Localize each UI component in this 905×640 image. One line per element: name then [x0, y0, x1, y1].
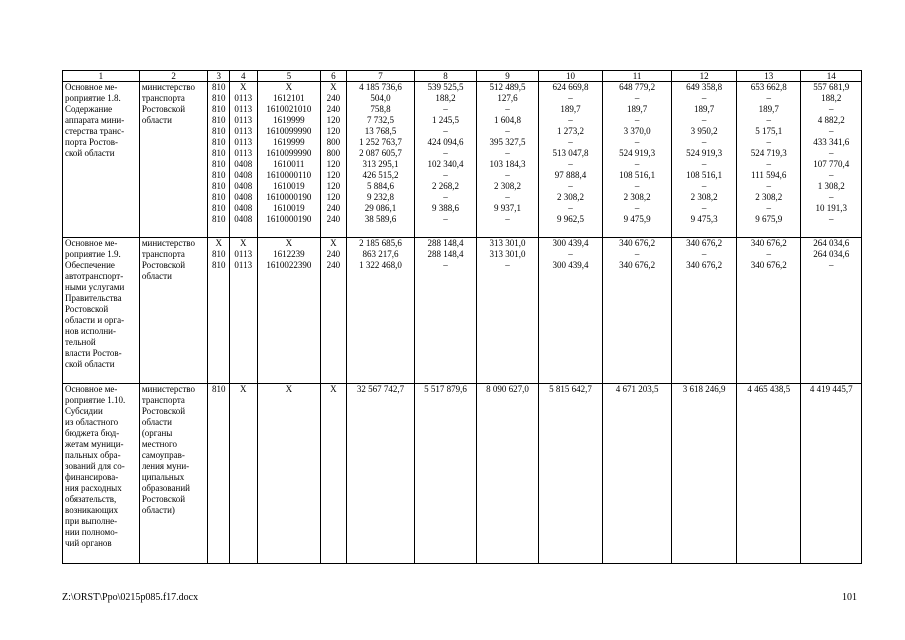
data-cell: –	[568, 115, 573, 125]
data-column	[257, 82, 321, 238]
data-cell: 0113	[234, 249, 253, 259]
data-cell: 863 217,6	[362, 249, 399, 259]
data-cell: 1610000190	[266, 192, 312, 202]
data-cell: 810	[211, 192, 226, 202]
data-cell: 810	[211, 93, 226, 103]
executor-cell: министерство транспорта Ростовской области	[139, 82, 208, 238]
activity-description: Основное ме- роприятие 1.9. Обеспечение автотранспорт- ными услугами Правительства Ростовской области и орга- нов исполни- тельной власти Ростов- ской области	[63, 238, 140, 384]
data-cell: 240	[326, 214, 341, 224]
header-cell: 5	[257, 71, 321, 82]
data-cell: 1610000110	[266, 170, 312, 180]
data-cell: 624 669,8	[552, 82, 589, 92]
data-cell: –	[766, 137, 771, 147]
data-cell: 264 034,6	[813, 249, 850, 259]
data-column	[539, 238, 603, 384]
data-cell: 1 273,2	[557, 126, 584, 136]
data-column	[346, 238, 415, 384]
data-cell: 1612239	[273, 249, 305, 259]
data-cell: X	[330, 384, 337, 394]
header-cell: 2	[139, 71, 208, 82]
data-cell: –	[766, 249, 771, 259]
data-cell: 4 185 736,6	[359, 82, 402, 92]
data-column	[415, 384, 476, 564]
data-column	[602, 238, 672, 384]
data-cell: 810	[211, 82, 226, 92]
data-column	[672, 82, 737, 238]
data-cell: –	[828, 104, 834, 114]
data-cell: 340 676,2	[750, 260, 787, 270]
data-cell: –	[766, 159, 771, 169]
data-cell: 9 232,8	[367, 192, 394, 202]
header-row	[63, 71, 862, 82]
data-cell: –	[505, 192, 510, 202]
data-cell: 9 962,5	[557, 214, 584, 224]
data-cell: 810	[211, 126, 226, 136]
header-cell: 4	[229, 71, 257, 82]
data-cell: –	[701, 115, 707, 125]
data-cell: –	[443, 126, 448, 136]
data-cell: 5 884,6	[367, 181, 394, 191]
data-column	[736, 238, 801, 384]
data-cell: 810	[211, 148, 226, 158]
data-column	[476, 238, 538, 384]
data-cell: 1610021010	[266, 104, 312, 114]
header-cell: 3	[208, 71, 230, 82]
data-column	[539, 82, 603, 238]
data-cell: 127,6	[497, 93, 518, 103]
data-cell: 4 419 445,7	[809, 384, 853, 394]
data-cell: 32 567 742,7	[356, 384, 405, 394]
data-cell: –	[634, 203, 640, 213]
data-cell: 7 732,5	[367, 115, 394, 125]
data-cell: –	[634, 181, 640, 191]
data-cell: –	[701, 249, 707, 259]
data-cell: 524 919,3	[619, 148, 656, 158]
data-cell: 0408	[234, 203, 253, 213]
data-cell: –	[568, 203, 573, 213]
data-cell: 810	[211, 115, 226, 125]
executor-cell: министерство транспорта Ростовской области	[139, 238, 208, 384]
data-cell: 264 034,6	[813, 238, 850, 248]
data-cell: 524 919,3	[686, 148, 723, 158]
data-cell: 800	[326, 148, 341, 158]
data-cell: 810	[211, 214, 226, 224]
data-cell: 810	[211, 260, 226, 270]
data-cell: 0408	[234, 192, 253, 202]
data-cell: 300 439,4	[552, 260, 589, 270]
data-column	[321, 384, 347, 564]
header-cell: 7	[346, 71, 415, 82]
data-cell: 313 295,1	[362, 159, 399, 169]
data-cell: 38 589,6	[364, 214, 397, 224]
data-cell: 240	[326, 203, 341, 213]
data-cell: 3 618 246,9	[682, 384, 726, 394]
data-cell: –	[701, 159, 707, 169]
data-column	[346, 82, 415, 238]
data-cell: –	[701, 137, 707, 147]
activity-description: Основное ме- роприятие 1.10. Субсидии из областного бюджета бюд- жетам муници- пальных обра- зований для со- финансирова- ния расходных обязательств, возникающих при выполне- нии полномо- чий органов	[63, 384, 140, 564]
data-cell: 810	[211, 170, 226, 180]
data-cell: 1610022390	[266, 260, 312, 270]
data-column	[672, 384, 737, 564]
data-column	[229, 82, 257, 238]
data-cell: X	[240, 384, 247, 394]
data-cell: –	[828, 148, 834, 158]
data-cell: 189,7	[694, 104, 715, 114]
data-cell: 2 087 605,7	[359, 148, 402, 158]
data-cell: 188,2	[821, 93, 842, 103]
data-cell: 648 779,2	[619, 82, 656, 92]
data-cell: 340 676,2	[686, 260, 723, 270]
header-cell: 10	[539, 71, 603, 82]
data-cell: 2 268,2	[432, 181, 460, 191]
data-cell: 758,8	[370, 104, 391, 114]
data-column	[229, 384, 257, 564]
data-cell: –	[443, 170, 448, 180]
data-cell: 10 191,3	[815, 203, 847, 213]
footer-page-number: 101	[842, 592, 857, 603]
data-cell: 107 770,4	[813, 159, 850, 169]
data-cell: 120	[326, 170, 341, 180]
data-cell: 8 090 627,0	[486, 384, 529, 394]
data-column	[476, 384, 538, 564]
data-cell: 1 252 763,7	[359, 137, 402, 147]
data-cell: 0113	[234, 137, 253, 147]
data-column	[321, 82, 347, 238]
data-cell: –	[766, 115, 771, 125]
footer-file-path: Z:\ORST\Ppo\0215p085.f17.docx	[62, 592, 199, 603]
data-column	[476, 82, 538, 238]
data-column	[539, 384, 603, 564]
data-cell: 240	[326, 249, 341, 259]
data-cell: 9 388,6	[432, 203, 460, 213]
data-cell: 810	[211, 249, 226, 259]
data-cell: –	[828, 192, 834, 202]
data-cell: –	[701, 203, 707, 213]
data-cell: 1 322 468,0	[359, 260, 402, 270]
data-cell: –	[828, 260, 834, 270]
data-cell: 2 308,2	[557, 192, 584, 202]
data-cell: 9 475,9	[623, 214, 651, 224]
data-cell: –	[634, 93, 640, 103]
data-column	[415, 82, 476, 238]
header-cell: 12	[672, 71, 737, 82]
data-cell: –	[828, 214, 834, 224]
data-cell: 649 358,8	[686, 82, 723, 92]
data-cell: X	[240, 238, 247, 248]
data-cell: 0113	[234, 148, 253, 158]
data-cell: 524 719,3	[750, 148, 787, 158]
header-cell: 1	[63, 71, 140, 82]
data-column	[321, 238, 347, 384]
data-cell: 0113	[234, 93, 253, 103]
data-cell: 2 308,2	[623, 192, 651, 202]
data-cell: –	[505, 126, 510, 136]
data-cell: 0113	[234, 260, 253, 270]
data-column	[736, 384, 801, 564]
data-cell: 1610011	[273, 159, 305, 169]
data-cell: X	[330, 82, 337, 92]
data-cell: –	[505, 148, 510, 158]
data-cell: –	[443, 260, 448, 270]
data-cell: 0408	[234, 214, 253, 224]
data-column	[415, 238, 476, 384]
data-cell: 108 516,1	[686, 170, 723, 180]
data-column	[801, 238, 862, 384]
data-cell: 433 341,6	[813, 137, 850, 147]
data-cell: 1610099990	[266, 148, 312, 158]
data-cell: 288 148,4	[427, 249, 464, 259]
data-cell: 240	[326, 93, 341, 103]
data-cell: 111 594,6	[751, 170, 787, 180]
data-cell: –	[505, 260, 510, 270]
data-cell: 120	[326, 192, 341, 202]
data-cell: 240	[326, 260, 341, 270]
data-cell: –	[828, 126, 834, 136]
data-cell: 1612101	[273, 93, 305, 103]
data-cell: 9 675,9	[755, 214, 783, 224]
data-cell: 557 681,9	[813, 82, 850, 92]
data-cell: X	[285, 238, 293, 248]
data-cell: 189,7	[560, 104, 581, 114]
data-cell: 188,2	[435, 93, 456, 103]
data-cell: –	[766, 181, 771, 191]
data-cell: 3 370,0	[623, 126, 651, 136]
data-column	[346, 384, 415, 564]
data-cell: 810	[211, 137, 226, 147]
data-cell: 120	[326, 181, 341, 191]
data-cell: 1619999	[273, 115, 305, 125]
data-cell: 340 676,2	[686, 238, 723, 248]
data-cell: 5 175,1	[755, 126, 783, 136]
data-cell: –	[634, 249, 640, 259]
activity-description: Основное ме- роприятие 1.8. Содержание аппарата мини- стерства транс- порта Ростов- ской области	[63, 82, 140, 238]
data-cell: –	[634, 137, 640, 147]
data-cell: –	[634, 159, 640, 169]
data-cell: 810	[211, 104, 226, 114]
data-cell: 424 094,6	[427, 137, 464, 147]
data-cell: 0113	[234, 115, 253, 125]
data-cell: 2 185 685,6	[359, 238, 402, 248]
data-cell: 0408	[234, 170, 253, 180]
data-cell: 513 047,8	[552, 148, 589, 158]
data-cell: X	[285, 384, 293, 394]
data-cell: –	[828, 170, 834, 180]
data-cell: –	[443, 104, 448, 114]
data-cell: 395 327,5	[489, 137, 526, 147]
data-cell: –	[505, 170, 510, 180]
data-cell: 1610099990	[266, 126, 312, 136]
data-column	[602, 384, 672, 564]
data-cell: 120	[326, 115, 341, 125]
data-cell: 1610019	[273, 181, 305, 191]
data-cell: 313 301,0	[489, 249, 526, 259]
data-column	[208, 238, 230, 384]
data-cell: X	[215, 238, 222, 248]
data-cell: X	[285, 82, 293, 92]
header-cell: 14	[801, 71, 862, 82]
data-cell: 4 882,2	[817, 115, 845, 125]
data-cell: 340 676,2	[750, 238, 787, 248]
data-cell: 120	[326, 159, 341, 169]
data-cell: 810	[211, 384, 226, 394]
data-cell: 1 245,5	[432, 115, 460, 125]
data-cell: 539 525,5	[427, 82, 464, 92]
data-cell: 97 888,4	[554, 170, 587, 180]
data-cell: –	[701, 181, 707, 191]
data-column	[229, 238, 257, 384]
data-cell: 4 465 438,5	[747, 384, 791, 394]
data-cell: 1610000190	[266, 214, 312, 224]
data-cell: 653 662,8	[750, 82, 787, 92]
data-cell: 0113	[234, 126, 253, 136]
data-cell: 108 516,1	[619, 170, 656, 180]
data-cell: 0408	[234, 159, 253, 169]
data-cell: 426 515,2	[362, 170, 399, 180]
header-cell: 9	[476, 71, 538, 82]
data-cell: –	[701, 93, 707, 103]
data-cell: 504,0	[370, 93, 391, 103]
data-column	[736, 82, 801, 238]
data-cell: 288 148,4	[427, 238, 464, 248]
header-cell: 11	[602, 71, 672, 82]
data-cell: 29 086,1	[364, 203, 397, 213]
data-cell: –	[443, 148, 448, 158]
data-column	[602, 82, 672, 238]
header-cell: 6	[321, 71, 347, 82]
data-cell: 512 489,5	[489, 82, 526, 92]
data-cell: X	[330, 238, 337, 248]
data-cell: –	[634, 115, 640, 125]
data-cell: –	[505, 214, 510, 224]
data-cell: –	[443, 214, 448, 224]
data-cell: 4 671 203,5	[615, 384, 659, 394]
data-column	[801, 82, 862, 238]
data-cell: –	[766, 203, 771, 213]
header-cell: 13	[736, 71, 801, 82]
data-cell: X	[240, 82, 247, 92]
budget-table	[62, 70, 862, 564]
data-cell: –	[568, 137, 573, 147]
data-cell: 1 604,8	[494, 115, 521, 125]
data-column	[208, 82, 230, 238]
data-cell: 300 439,4	[552, 238, 589, 248]
data-cell: –	[505, 104, 510, 114]
data-cell: 1619999	[273, 137, 305, 147]
data-column	[672, 238, 737, 384]
data-cell: 1610019	[273, 203, 305, 213]
data-cell: –	[568, 93, 573, 103]
table-row	[63, 82, 862, 238]
data-cell: 0408	[234, 181, 253, 191]
data-cell: 810	[211, 181, 226, 191]
data-column	[257, 384, 321, 564]
data-cell: 3 950,2	[690, 126, 718, 136]
data-cell: 800	[326, 137, 341, 147]
data-cell: 340 676,2	[619, 238, 656, 248]
data-cell: 103 184,3	[489, 159, 526, 169]
data-cell: 2 308,2	[755, 192, 783, 202]
data-column	[257, 238, 321, 384]
data-column	[208, 384, 230, 564]
data-cell: –	[766, 93, 771, 103]
data-cell: 13 768,5	[364, 126, 397, 136]
header-cell: 8	[415, 71, 476, 82]
data-cell: 0113	[234, 104, 253, 114]
data-cell: 102 340,4	[427, 159, 464, 169]
data-cell: 9 475,3	[690, 214, 718, 224]
data-cell: 189,7	[758, 104, 779, 114]
data-cell: 5 517 879,6	[424, 384, 467, 394]
data-cell: 313 301,0	[489, 238, 526, 248]
data-cell: 340 676,2	[619, 260, 656, 270]
data-cell: –	[568, 159, 573, 169]
data-cell: 9 937,1	[494, 203, 521, 213]
data-cell: 810	[211, 203, 226, 213]
data-cell: 5 815 642,7	[549, 384, 592, 394]
data-cell: 240	[326, 104, 341, 114]
data-cell: 810	[211, 159, 226, 169]
table-row	[63, 384, 862, 564]
data-cell: 1 308,2	[817, 181, 845, 191]
data-cell: 2 308,2	[690, 192, 718, 202]
data-cell: –	[443, 192, 448, 202]
data-cell: –	[568, 181, 573, 191]
data-cell: 120	[326, 126, 341, 136]
data-cell: 2 308,2	[494, 181, 521, 191]
table-row	[63, 238, 862, 384]
data-column	[801, 384, 862, 564]
data-cell: 189,7	[626, 104, 648, 114]
data-cell: –	[568, 249, 573, 259]
executor-cell: министерство транспорта Ростовской области (органы местного самоуправ- ления муни- ципальных образований Ростовской области)	[139, 384, 208, 564]
